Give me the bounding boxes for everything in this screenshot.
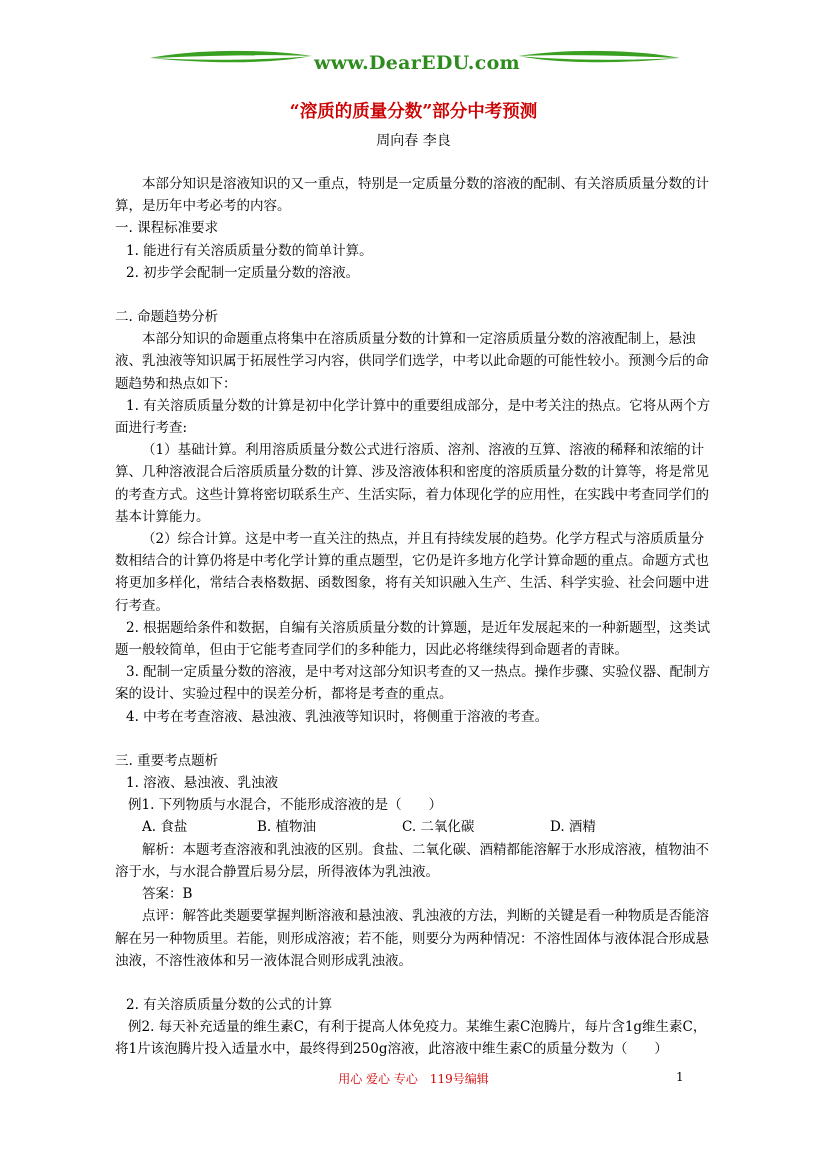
option-d: D. 酒精 <box>550 819 596 836</box>
page-header <box>0 0 827 80</box>
example-1-question: 例1. 下列物质与水混合，不能形成溶液的是（ ） <box>128 797 443 814</box>
section-2-item-1-sub-2: （2）综合计算。这是中考一直关注的热点，并且有持续发展的趋势。化学方程式与溶质质量分数相结合的计算仍将是中考化学计算的重点题型，它仍是许多地方化学计算命题的重点。命题方式也将更加多样化，常结合表格数据、函数图象，将有关知识融入生产、生活、科学实验、社会问题中进行考查。 <box>115 531 709 614</box>
section-1-item-2: 2. 初步学会配制一定质量分数的溶液。 <box>126 264 360 281</box>
article-title: “溶质的质量分数”部分中考预测 <box>289 102 538 122</box>
section-2-item-4: 4. 中考在考查溶液、悬浊液、乳浊液等知识时，将侧重于溶液的考查。 <box>126 708 549 725</box>
spacer <box>115 972 715 994</box>
section-3-subheading-2: 2. 有关溶质质量分数的公式的计算 <box>126 996 333 1013</box>
section-2-item-1: 1. 有关溶质质量分数的计算是初中化学计算中的重要组成部分，是中考关注的热点。它将从两个方面进行考查: <box>115 397 711 437</box>
article-authors: 周向春 李良 <box>376 133 451 149</box>
section-3-heading: 三. 重要考点题析 <box>115 752 219 769</box>
page-number: 1 <box>676 1070 684 1084</box>
example-1-options <box>115 816 715 838</box>
option-c: C. 二氧化碳 <box>402 819 475 836</box>
option-b: B. 植物油 <box>257 819 317 836</box>
section-2-intro: 本部分知识的命题重点将集中在溶质质量分数的计算和一定溶质质量分数的溶液配制上，悬浊液、乳浊液等知识属于拓展性学习内容，供同学们选学，中考以此命题的可能性较小。预测今后的命题趋势和热点如下： <box>115 331 709 392</box>
page-footer: 用心 爱心 专心 119号编辑 <box>338 1072 489 1086</box>
spacer <box>115 728 715 750</box>
example-1-answer: 答案：B <box>142 886 193 903</box>
spacer <box>115 284 715 306</box>
section-1-item-1: 1. 能进行有关溶质质量分数的简单计算。 <box>126 242 373 259</box>
section-3-subheading-1: 1. 溶液、悬浊液、乳浊液 <box>126 775 279 792</box>
section-2-item-1-sub-1: （1）基础计算。利用溶质质量分数公式进行溶质、溶剂、溶液的互算、溶液的稀释和浓缩的计算、几种溶液混合后溶质质量分数的计算、涉及溶液体积和密度的溶质质量分数的计算等，将是常见的考查方式。这些计算将密切联系生产、生活实际，着力体现化学的应用性，在实践中考查同学们的基本计算能力。 <box>115 442 709 525</box>
section-2-item-2: 2. 根据题给条件和数据，自编有关溶质质量分数的计算题，是近年发展起来的一种新题型，这类试题一般较简单，但由于它能考查同学们的多种能力，因此必将继续得到命题者的青睐。 <box>115 619 711 659</box>
option-a: A. 食盐 <box>142 819 188 836</box>
example-2-question: 例2. 每天补充适量的维生素C，有利于提高人体免疫力。某维生素C泡腾片，每片含1g维生素C，将1片该泡腾片投入适量水中，最终得到250g溶液，此溶液中维生素C的质量分数为（ ） <box>115 1019 707 1058</box>
section-2-item-3: 3. 配制一定质量分数的溶液，是中考对这部分知识考查的又一热点。操作步骤、实验仪器、配制方案的设计、实验过程中的误差分析，都将是考查的重点。 <box>115 664 711 703</box>
example-1-analysis: 解析：本题考查溶液和乳浊液的区别。食盐、二氧化碳、酒精都能溶解于水形成溶液，植物油不溶于水，与水混合静置后易分层，所得液体为乳浊液。 <box>115 841 709 880</box>
section-2-heading: 二. 命题趋势分析 <box>115 309 219 326</box>
intro-paragraph: 本部分知识是溶液知识的又一重点，特别是一定质量分数的溶液的配制、有关溶质质量分数的计算，是历年中考必考的内容。 <box>115 176 709 215</box>
site-logo-text: www.DearEDU.com <box>314 52 520 74</box>
section-1-heading: 一. 课程标准要求 <box>115 220 219 237</box>
article-body <box>115 173 715 1061</box>
example-1-comment: 点评：解答此类题要掌握判断溶液和悬浊液、乳浊液的方法，判断的关键是看一种物质是否能溶解在另一种物质里。若能，则形成溶液；若不能，则要分为两种情况：不溶性固体与液体混合形成悬浊液，不溶性液体和另一液体混合则形成乳浊液。 <box>115 908 709 969</box>
